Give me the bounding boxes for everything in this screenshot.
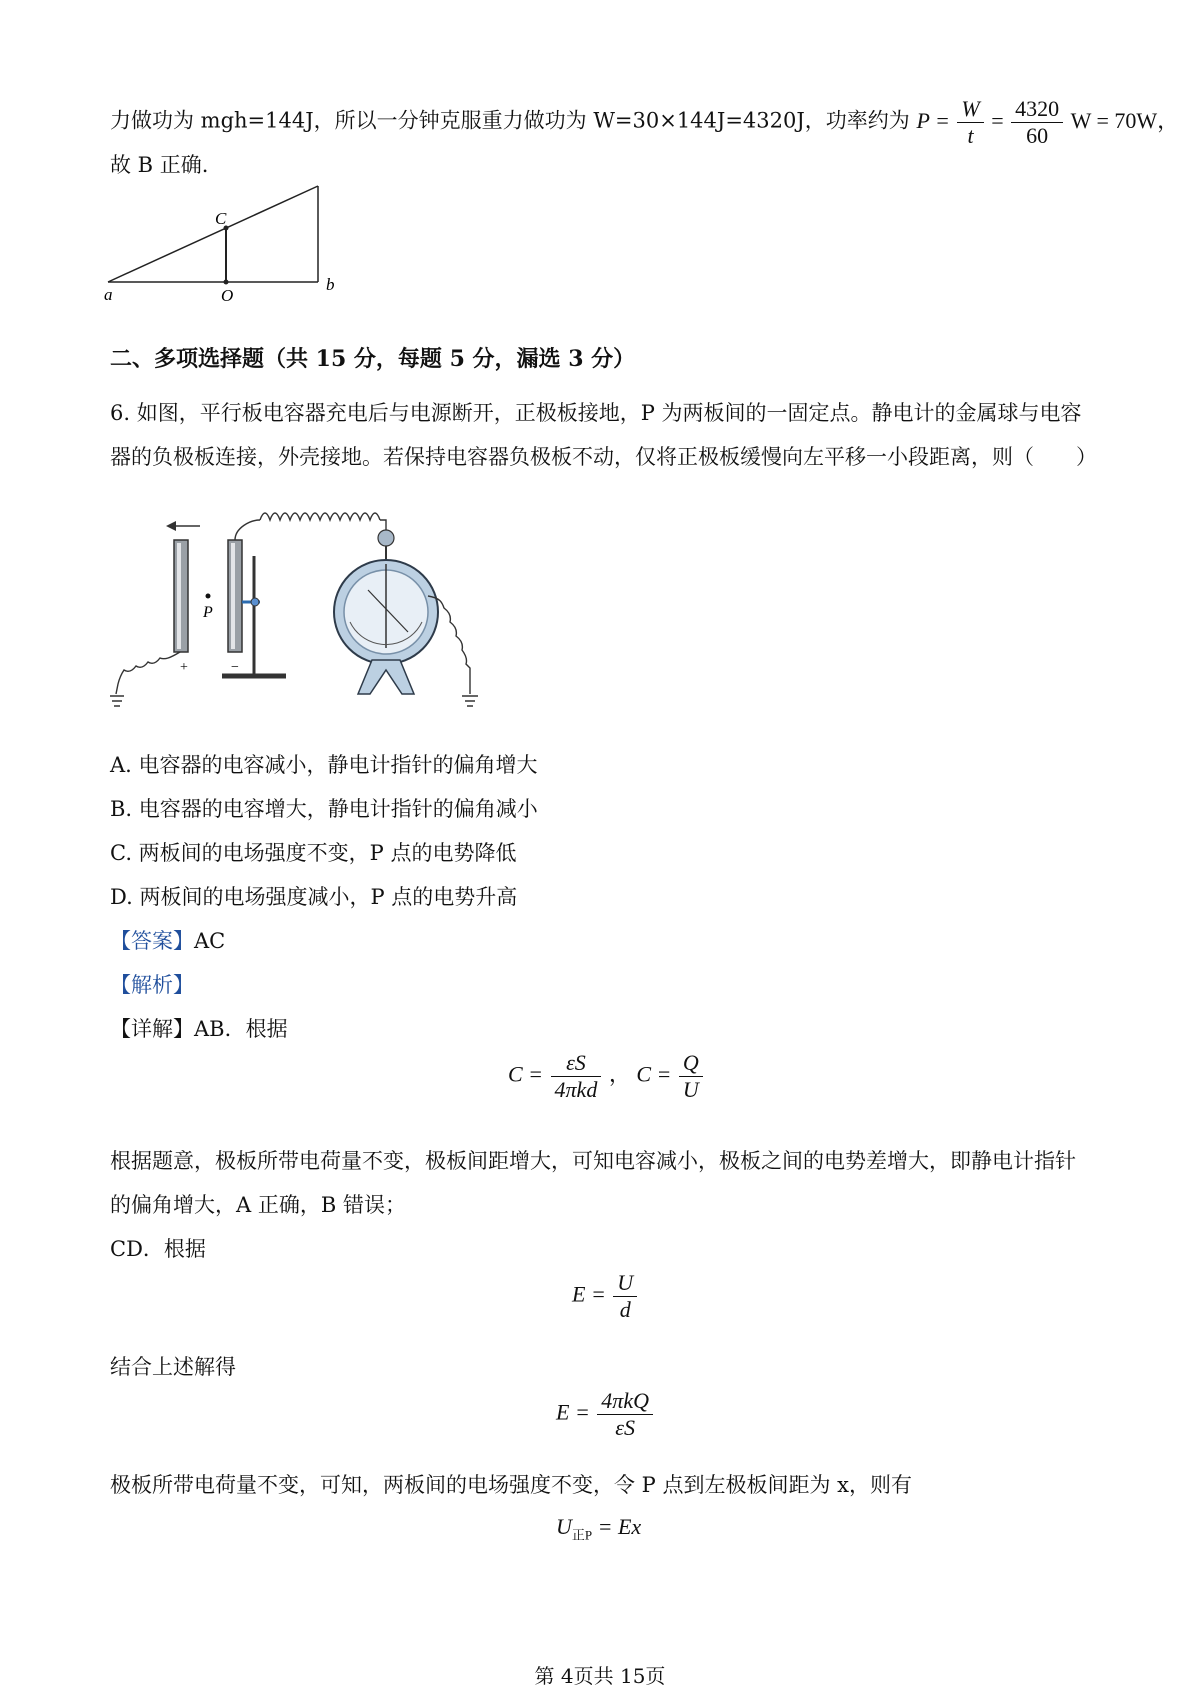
label-o: O [221,286,234,305]
option-a: A. 电容器的电容减小，静电计指针的偏角增大 [110,753,538,777]
formula-capacitance: C = $\frac{\varepsilon S}{\text{4πkd}}$ ， C = $\frac{Q}{U}$ [508,1050,705,1103]
svg-text:−: − [231,660,239,675]
option-c: C. 两板间的电场强度不变，P 点的电势降低 [110,841,517,865]
page-footer: 第 4页共 15页 [534,1664,666,1688]
svg-text:P: P [203,604,213,621]
combine-line: 结合上述解得 [110,1355,236,1379]
para1-line-1: 根据题意，极板所带电荷量不变，极板间距增大，可知电容减小，极板之间的电势差增大，即静电计指针 [110,1149,1076,1173]
formula-field-ud: E = $\frac{U}{d}$ [572,1270,639,1323]
section-heading: 二、多项选择题（共 15 分，每题 5 分，漏选 3 分） [110,346,636,372]
answer-line [110,926,225,956]
analysis-label: 【解析】 [110,973,194,997]
question-line-1: 6. 如图，平行板电容器充电后与电源断开，正极板接地，P 为两板间的一固定点。静电计的金属球与电容 [110,401,1082,425]
power-text: 力做功为 mgh=144J，所以一分钟克服重力做功为 W=30×144J=4320J，功率约为 [110,108,910,133]
cd-line: CD．根据 [110,1237,206,1261]
para1-line-2: 的偏角增大，A 正确，B 错误； [110,1193,406,1217]
text-line-conclusion: 故 B 正确. [110,153,209,177]
answer-label: 【答案】 [110,929,194,953]
detail-ab: AB．根据 [194,1017,288,1041]
text-line-power [110,96,1179,149]
power-formula: P = $\frac{W}{t}$ = $\frac{4320}{60}$ W = 70W， [916,96,1180,148]
fraction-w-over-t: $\frac{W}{t}$ [957,96,983,149]
point-p [206,594,211,599]
label-b: b [326,275,335,294]
formula-field-kq: E = $\frac{\text{4πkQ}}{\varepsilon S}$ [556,1388,655,1441]
capacitor-electrometer-figure [110,498,550,738]
detail-label: 【详解】 [110,1017,194,1041]
fraction-4320-over-60: $\frac{4320}{60}$ [1011,96,1063,149]
detail-line [110,1014,288,1044]
svg-text:+: + [180,660,188,675]
option-b: B. 电容器的电容增大，静电计指针的偏角减小 [110,797,538,821]
label-c: C [215,209,227,228]
label-a: a [104,285,113,304]
question-line-2: 器的负极板连接，外壳接地。若保持电容器负极板不动，仅将正极板缓慢向左平移一小段距离，则（ ） [110,445,1097,469]
formula-potential: $U_{正P} = Ex$ [556,1514,642,1543]
triangle-figure [100,180,360,310]
para2-line: 极板所带电荷量不变，可知，两板间的电场强度不变，令 P 点到左极板间距为 x，则有 [110,1473,912,1497]
electrometer-ball [378,530,394,546]
answer-value: AC [194,929,226,953]
option-d: D. 两板间的电场强度减小，P 点的电势升高 [110,885,518,909]
